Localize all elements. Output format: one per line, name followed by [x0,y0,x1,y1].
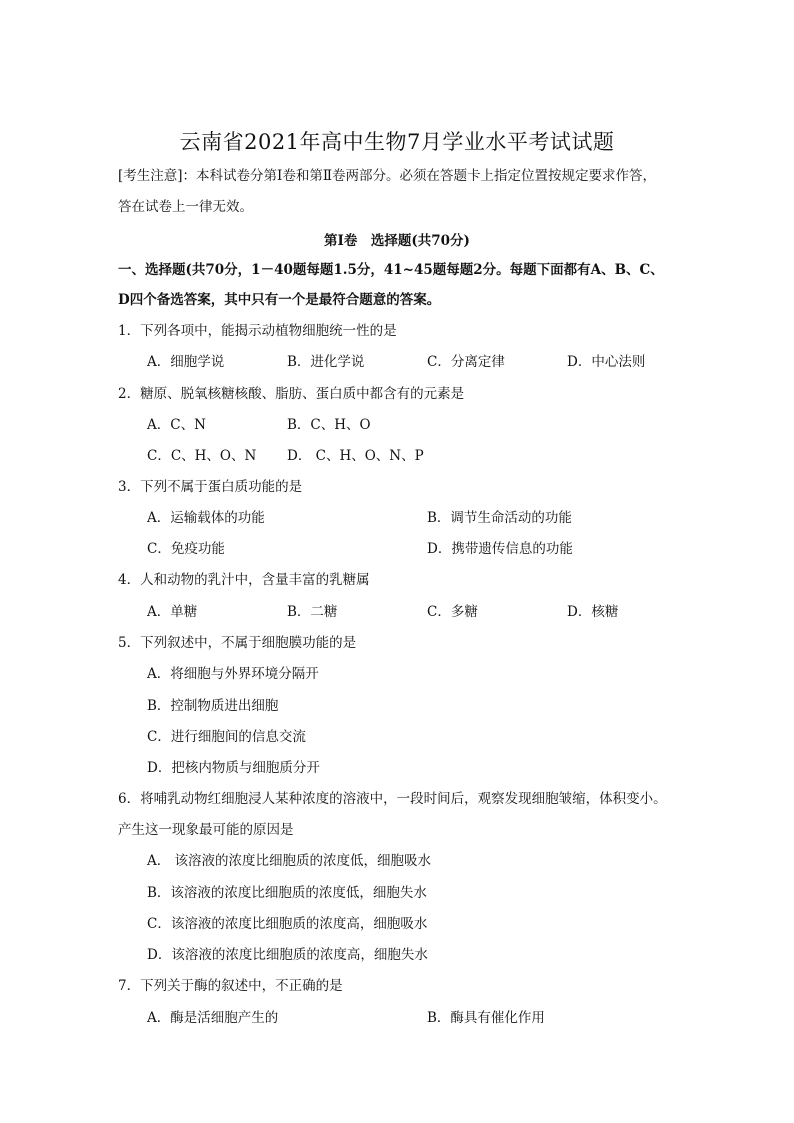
question-2-option-d: D． C、H、O、N、P [287,448,424,464]
question-7-option-b: B．酶具有催化作用 [427,1010,545,1026]
question-3-option-a: A．运输载体的功能 [147,510,265,526]
question-5-stem: 5．下列叙述中，不属于细胞膜功能的是 [118,635,357,651]
question-4-option-c: C．多糖 [427,604,478,620]
question-1-option-a: A．细胞学说 [147,354,225,370]
question-2-stem: 2．糖原、脱氧核糖核酸、脂肪、蛋白质中都含有的元素是 [118,386,465,402]
question-6-stem-continued: 产生这一现象最可能的原因是 [118,822,294,838]
question-7-stem: 7．下列关于酶的叙述中，不正确的是 [118,978,343,994]
page-title: 云南省2021年高中生物7月学业水平考试试题 [179,130,615,154]
question-3-option-d: D．携带遗传信息的功能 [427,541,573,557]
question-2-option-a: A．C、N [147,417,206,433]
notice-line-1: [考生注意]：本科试卷分第Ⅰ卷和第Ⅱ卷两部分。必须在答题卡上指定位置按规定要求作答， [118,168,657,184]
question-6-option-d: D．该溶液的浓度比细胞质的浓度高，细胞失水 [147,947,428,963]
question-1-option-c: C．分离定律 [427,354,505,370]
question-4-option-b: B．二糖 [287,604,338,620]
question-5-option-b: B．控制物质进出细胞 [147,698,279,714]
question-6-stem: 6．将哺乳动物红细胞浸人某种浓度的溶液中，一段时间后，观察发现细胞皱缩，体积变小。 [118,791,667,807]
question-2-option-b: B．C、H、O [287,417,371,433]
question-3-option-c: C．免疫功能 [147,541,225,557]
question-4-option-d: D．核糖 [567,604,619,620]
question-5-option-d: D．把核内物质与细胞质分开 [147,760,320,776]
notice-line-2: 答在试卷上一律无效。 [118,199,253,215]
question-1-stem: 1．下列各项中，能揭示动植物细胞统一性的是 [118,323,397,339]
question-1-option-b: B．进化学说 [287,354,365,370]
section-title: 第Ⅰ卷 选择题(共70分) [324,233,470,249]
question-7-option-a: A．酶是活细胞产生的 [147,1010,279,1026]
question-2-option-c: C．C、H、O、N [147,448,257,464]
section-instruction-1: 一、选择题(共70分，1－40题每题1.5分，41~45题每题2分。每题下面都有A、B、C、 [118,262,664,278]
question-6-option-c: C．该溶液的浓度比细胞质的浓度高，细胞吸水 [147,916,428,932]
question-5-option-c: C．进行细胞间的信息交流 [147,729,306,745]
question-4-stem: 4．人和动物的乳汁中，含量丰富的乳糖属 [118,572,370,588]
question-6-option-a: A． 该溶液的浓度比细胞质的浓度低，细胞吸水 [147,853,432,869]
question-3-option-b: B．调节生命活动的功能 [427,510,572,526]
question-5-option-a: A．将细胞与外界环境分隔开 [147,666,319,682]
section-instruction-2: D四个备选答案，其中只有一个是最符合题意的答案。 [118,292,441,308]
question-6-option-b: B．该溶液的浓度比细胞质的浓度低，细胞失水 [147,885,427,901]
question-3-stem: 3．下列不属于蛋白质功能的是 [118,479,303,495]
question-4-option-a: A．单糖 [147,604,198,620]
question-1-option-d: D．中心法则 [567,354,646,370]
